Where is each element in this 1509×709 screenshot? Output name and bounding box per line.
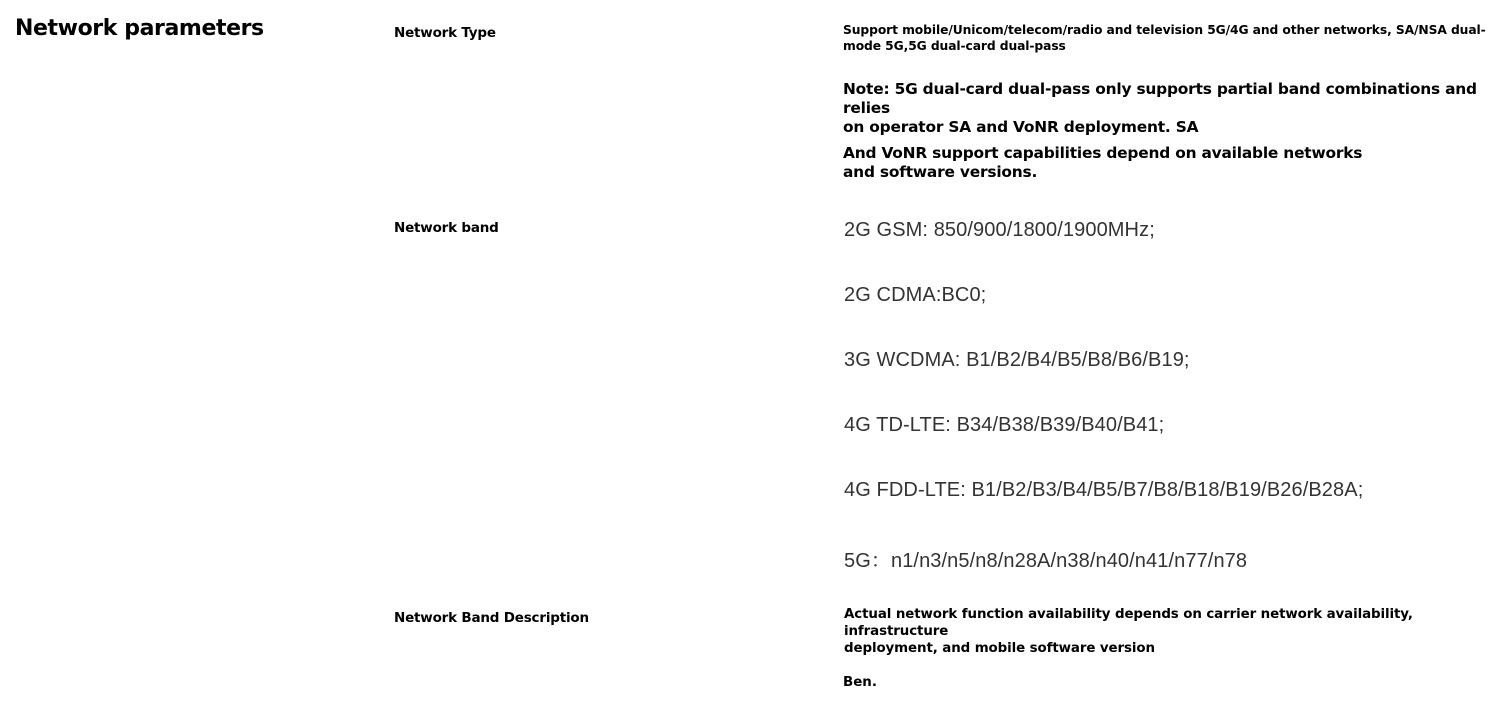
network-type-note-line-2: on operator SA and VoNR deployment. SA (843, 118, 1199, 136)
network-band-label: Network band (394, 220, 499, 236)
network-type-value-line-1: Support mobile/Unicom/telecom/radio and television 5G/4G and other networks, SA/NSA dual- (843, 23, 1486, 37)
band-wcdma: 3G WCDMA: B1/B2/B4/B5/B8/B6/B19; (844, 349, 1190, 371)
band-fdd-lte: 4G FDD-LTE: B1/B2/B3/B4/B5/B7/B8/B18/B19/B26/B28A; (844, 479, 1364, 501)
network-type-note (843, 80, 1509, 137)
section-title: Network parameters (15, 16, 264, 41)
band-description-line-2: deployment, and mobile software version (844, 641, 1155, 656)
network-type-note-2 (843, 144, 1362, 182)
network-type-note-2-line-2: and software versions. (843, 163, 1038, 181)
band-description-line-1: Actual network function availability depends on carrier network availability, infrastructure (844, 607, 1413, 639)
network-type-label: Network Type (394, 25, 496, 41)
band-td-lte: 4G TD-LTE: B34/B38/B39/B40/B41; (844, 414, 1165, 436)
band-gsm: 2G GSM: 850/900/1800/1900MHz; (844, 219, 1155, 241)
band-cdma: 2G CDMA:BC0; (844, 284, 987, 306)
network-type-note-2-line-1: And VoNR support capabilities depend on available networks (843, 144, 1363, 162)
band-description-trailing: Ben. (843, 675, 877, 690)
network-type-value-line-2: mode 5G,5G dual-card dual-pass (843, 39, 1066, 53)
band-description-value (844, 606, 1509, 657)
band-description-label: Network Band Description (394, 610, 589, 626)
network-type-value (843, 22, 1486, 54)
band-5g: 5G：n1/n3/n5/n8/n28A/n38/n40/n41/n77/n78 (844, 550, 1248, 572)
network-type-note-line-1: Note: 5G dual-card dual-pass only supports partial band combinations and relies (843, 80, 1477, 117)
